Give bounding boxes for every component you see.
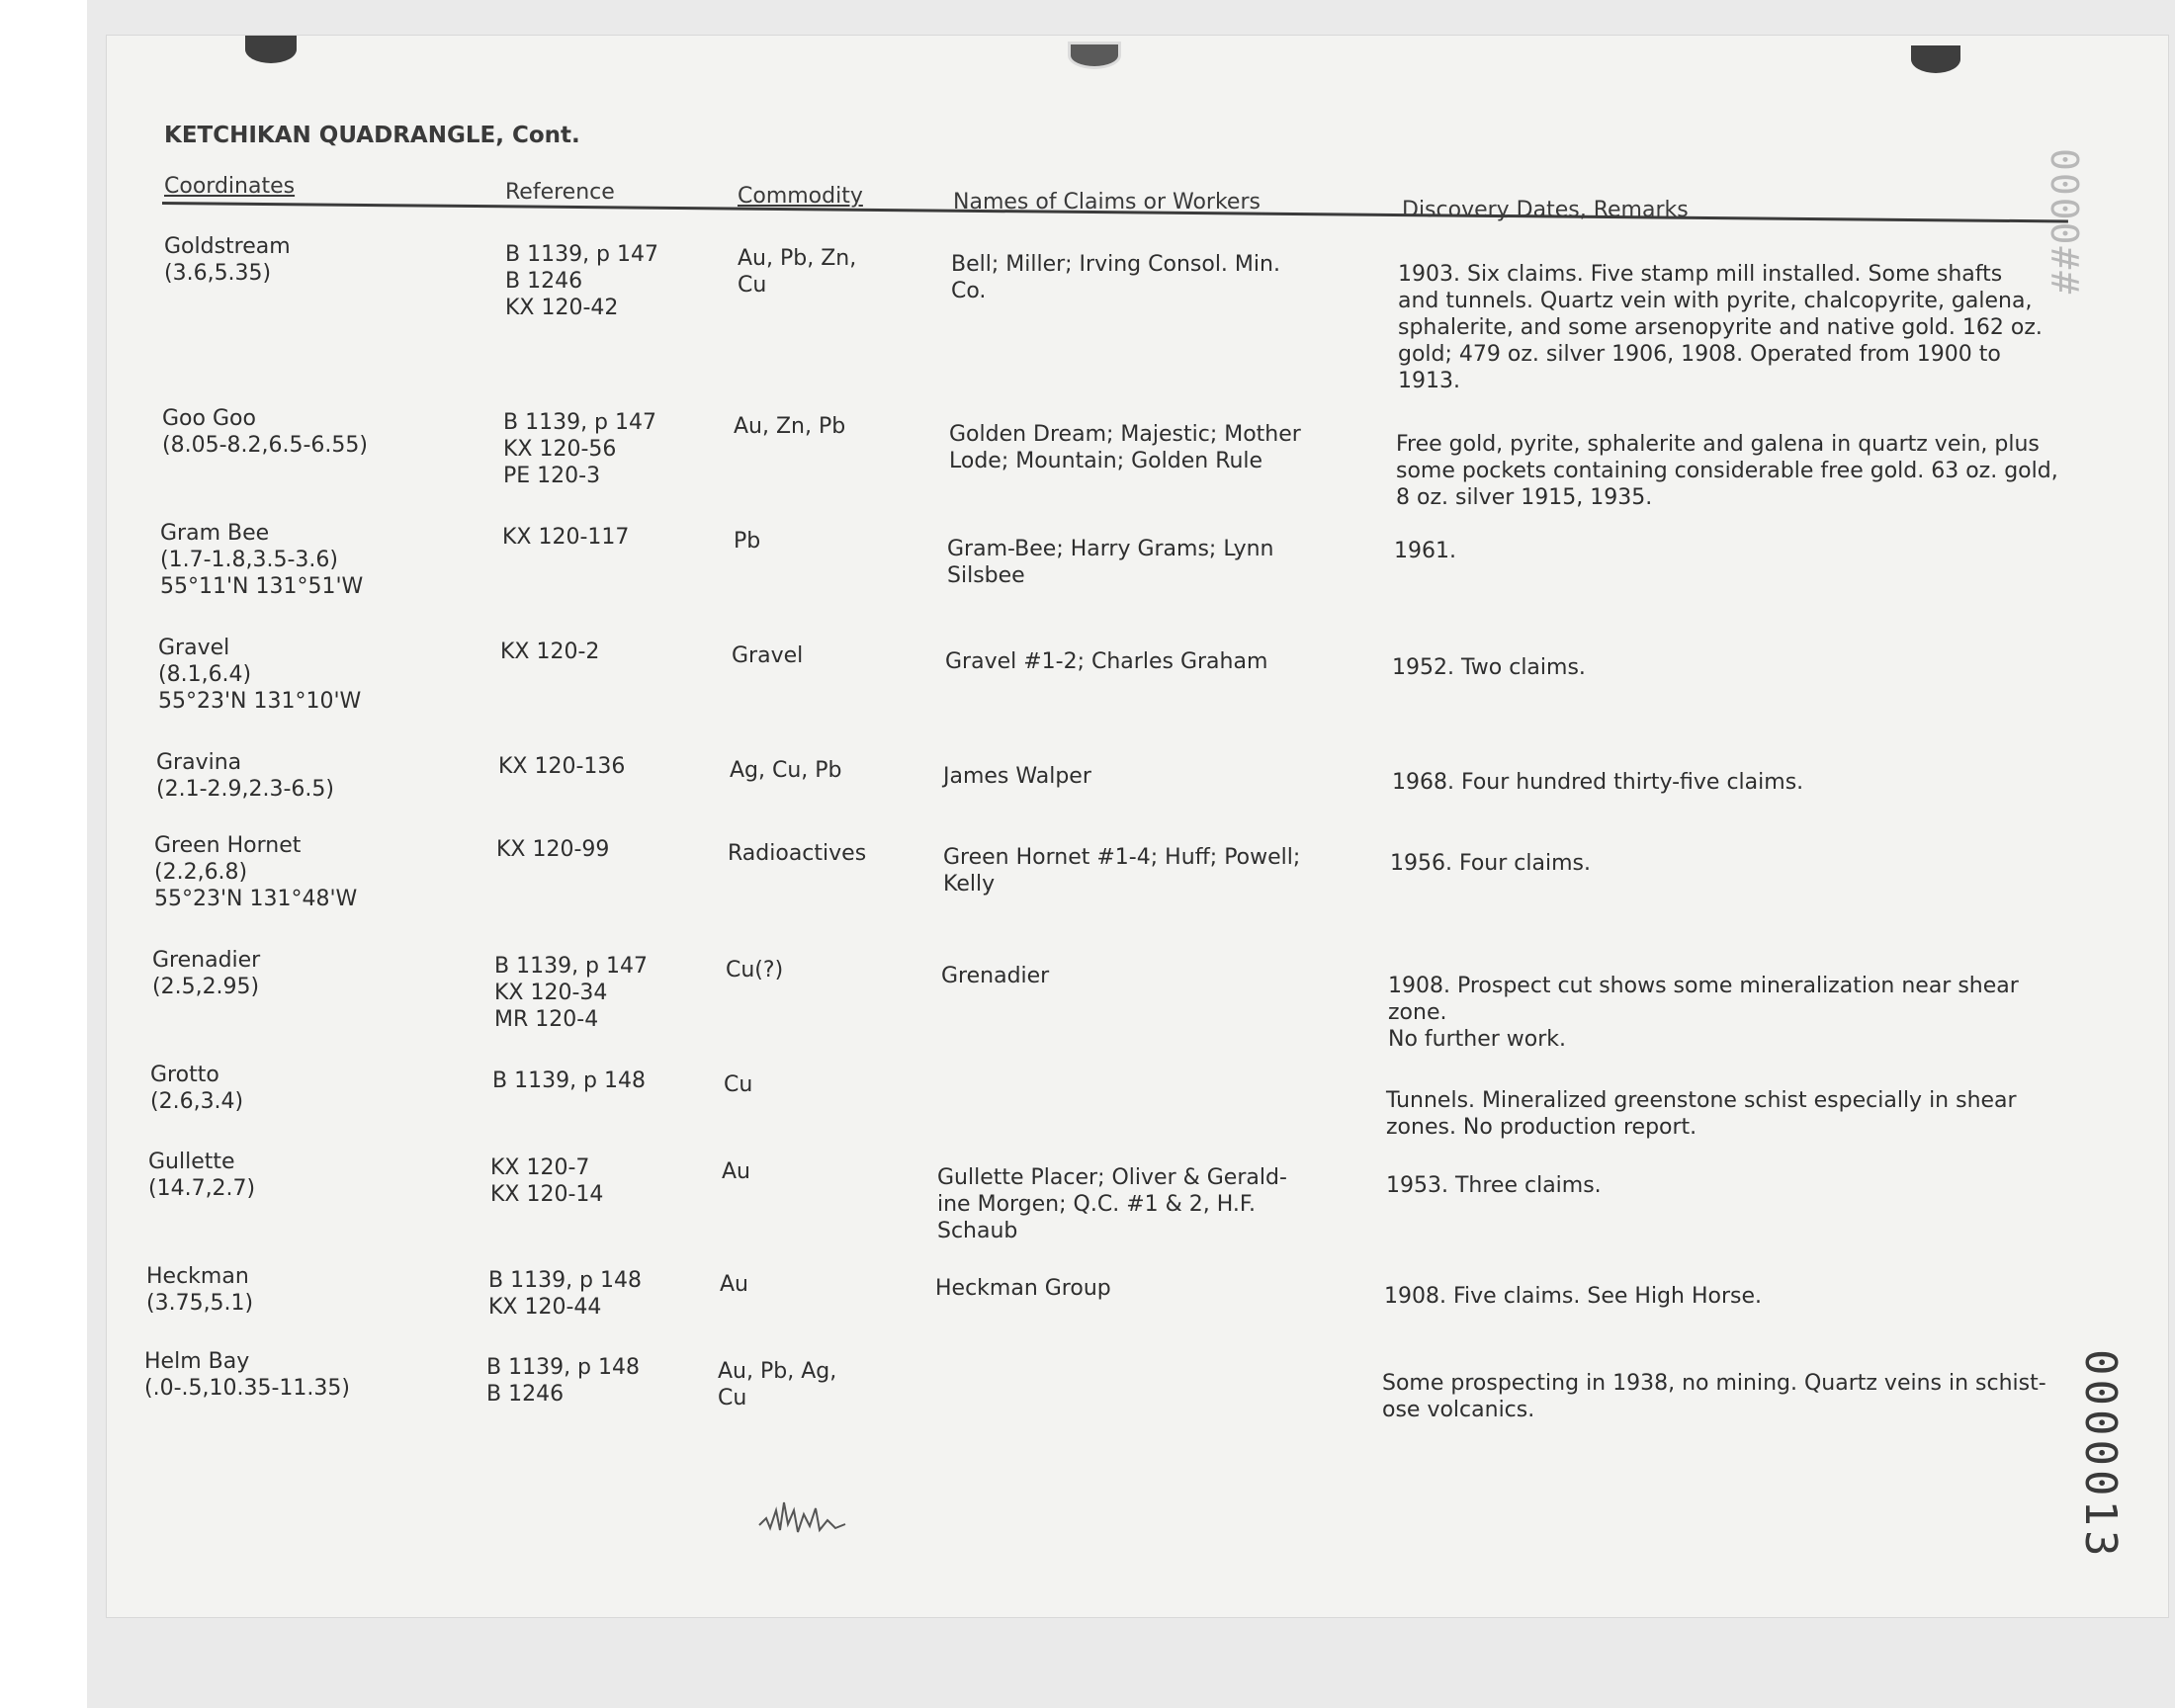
cell-reference: B 1139, p 147 B 1246 KX 120-42 xyxy=(505,242,659,320)
cell-commodity: Au, Pb, Ag, Cu xyxy=(718,1359,837,1410)
cell-reference: KX 120-99 xyxy=(496,837,610,862)
cell-coordinates: Helm Bay (.0-.5,10.35-11.35) xyxy=(144,1349,350,1401)
cell-names: James Walper xyxy=(943,764,1091,789)
cell-names: Green Hornet #1-4; Huff; Powell; Kelly xyxy=(943,845,1301,897)
cell-names: Gullette Placer; Oliver & Gerald- ine Morgen; Q.C. #1 & 2, H.F. Schaub xyxy=(937,1165,1287,1243)
cell-commodity: Au, Zn, Pb xyxy=(734,414,846,439)
cell-reference: KX 120-7 KX 120-14 xyxy=(490,1155,604,1207)
cell-coordinates: Gravel (8.1,6.4) 55°23'N 131°10'W xyxy=(158,636,362,714)
cell-remarks: Tunnels. Mineralized greenstone schist especially in shear zones. No production report. xyxy=(1386,1088,2017,1140)
cell-remarks: Some prospecting in 1938, no mining. Quartz veins in schist- ose volcanics. xyxy=(1382,1371,2046,1422)
cell-names: Bell; Miller; Irving Consol. Min. Co. xyxy=(951,252,1280,303)
cell-remarks: 1908. Prospect cut shows some mineralization near shear zone. No further work. xyxy=(1388,974,2019,1052)
cell-coordinates: Grenadier (2.5,2.95) xyxy=(152,948,261,999)
initials-scribble xyxy=(754,1481,863,1540)
cell-reference: B 1139, p 147 KX 120-34 MR 120-4 xyxy=(494,954,649,1032)
punch-hole xyxy=(1068,42,1121,69)
cell-coordinates: Goldstream (3.6,5.35) xyxy=(164,234,291,286)
cell-remarks: 1961. xyxy=(1394,539,1456,563)
punch-hole xyxy=(1911,45,1960,73)
cell-commodity: Cu xyxy=(724,1072,753,1097)
cell-remarks: 1952. Two claims. xyxy=(1392,655,1586,680)
header-coordinates: Coordinates xyxy=(164,174,296,199)
cell-reference: KX 120-136 xyxy=(498,754,626,779)
cell-remarks: 1908. Five claims. See High Horse. xyxy=(1384,1284,1762,1309)
cell-remarks: Free gold, pyrite, sphalerite and galena in quartz vein, plus some pockets containing considerable free gold. 63 oz. gold, 8 oz. silver 1915, 1935. xyxy=(1396,432,2058,510)
cell-commodity: Ag, Cu, Pb xyxy=(730,758,842,783)
cell-commodity: Au, Pb, Zn, Cu xyxy=(738,246,857,298)
cell-coordinates: Goo Goo (8.05-8.2,6.5-6.55) xyxy=(162,406,368,458)
cell-commodity: Radioactives xyxy=(728,841,867,866)
cell-names: Golden Dream; Majestic; Mother Lode; Mountain; Golden Rule xyxy=(949,422,1301,473)
cell-commodity: Au xyxy=(720,1272,748,1297)
cell-remarks: 1968. Four hundred thirty-five claims. xyxy=(1392,770,1804,795)
cell-reference: B 1139, p 148 xyxy=(492,1068,647,1093)
cell-reference: B 1139, p 148 B 1246 xyxy=(486,1355,641,1407)
cell-reference: KX 120-2 xyxy=(500,640,600,664)
cell-commodity: Cu(?) xyxy=(726,958,784,982)
cell-coordinates: Heckman (3.75,5.1) xyxy=(146,1264,254,1316)
cell-commodity: Au xyxy=(722,1159,750,1184)
document-page xyxy=(107,36,2168,1617)
page-title: KETCHIKAN QUADRANGLE, Cont. xyxy=(164,123,580,148)
side-stamp-bottom: 0000013 xyxy=(2075,1349,2126,1561)
cell-remarks: 1953. Three claims. xyxy=(1386,1173,1602,1198)
cell-remarks: 1956. Four claims. xyxy=(1390,851,1591,876)
cell-coordinates: Grotto (2.6,3.4) xyxy=(150,1063,244,1114)
header-reference: Reference xyxy=(505,180,615,205)
cell-reference: B 1139, p 148 KX 120-44 xyxy=(488,1268,643,1320)
cell-reference: KX 120-117 xyxy=(502,525,630,550)
cell-coordinates: Gravina (2.1-2.9,2.3-6.5) xyxy=(156,750,334,802)
cell-names: Gram-Bee; Harry Grams; Lynn Silsbee xyxy=(947,537,1274,588)
cell-commodity: Pb xyxy=(734,529,761,554)
cell-coordinates: Green Hornet (2.2,6.8) 55°23'N 131°48'W xyxy=(154,833,358,911)
cell-coordinates: Gullette (14.7,2.7) xyxy=(148,1150,256,1201)
cell-remarks: 1903. Six claims. Five stamp mill installed. Some shafts and tunnels. Quartz vein with pyrite, chalcopyrite, galena, sphalerite, and some arsenopyrite and native gold. 162 oz. gold; 479 oz. silver 1906, 1908. Operated from 1900 to 1913. xyxy=(1398,262,2043,393)
header-names: Names of Claims or Workers xyxy=(953,190,1261,214)
cell-coordinates: Gram Bee (1.7-1.8,3.5-3.6) 55°11'N 131°51'W xyxy=(160,521,364,599)
cell-names: Heckman Group xyxy=(935,1276,1111,1301)
cell-names: Grenadier xyxy=(941,964,1050,988)
cell-commodity: Gravel xyxy=(732,643,804,668)
header-commodity: Commodity xyxy=(738,184,863,209)
header-discovery: Discovery Dates, Remarks xyxy=(1402,198,1689,222)
punch-hole xyxy=(245,36,297,63)
cell-names: Gravel #1-2; Charles Graham xyxy=(945,649,1268,674)
cell-reference: B 1139, p 147 KX 120-56 PE 120-3 xyxy=(503,410,657,488)
side-stamp-top: 0000## xyxy=(2043,148,2086,297)
